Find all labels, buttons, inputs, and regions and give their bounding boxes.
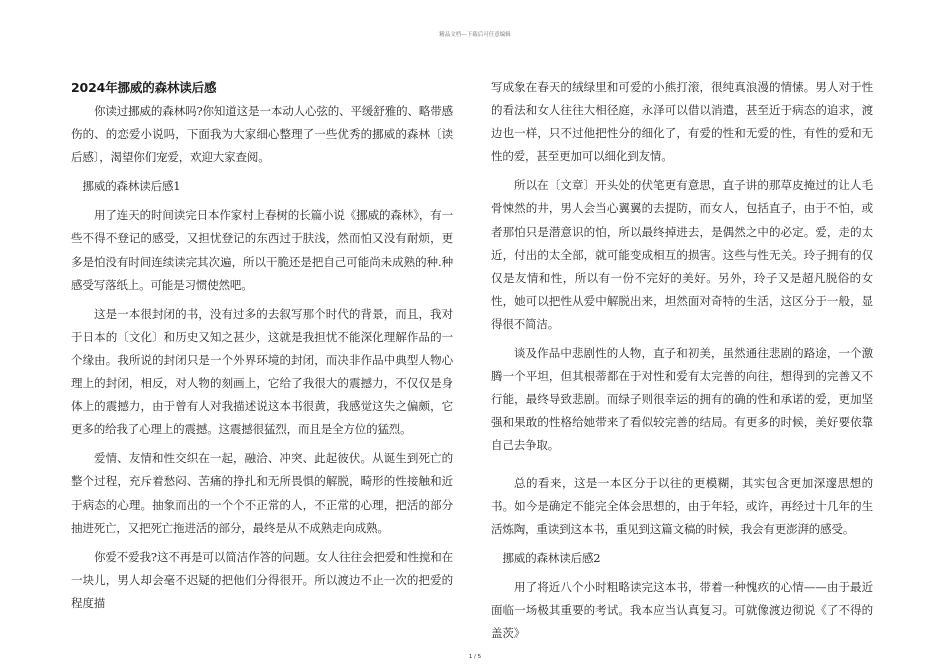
right-column bbox=[491, 76, 873, 651]
intro-paragraph: 你读过挪威的森林吗?你知道这是一本动人心弦的、平缓舒雅的、略带感伤的、的恋爱小说吗，下面我为大家细心整理了一些优秀的挪威的森林〔读后感〕，渴望你们宠爱，欢迎大家查阅。 bbox=[71, 104, 453, 165]
paragraph: 这是一本很封闭的书，没有过多的去叙写那个时代的背景，而且，我对于日本的〔文化〕和历史又知之甚少，这就是我担忧不能深化理解作品的一个缘由。我所说的封闭只是一个外界环境的封闭，而决非作品中典型人物心理上的封闭，相反，对人物的刻画上，它给了我很大的震撼力，不仅仅是身体上的震撼力，由于曾有人对我描述说这本书很黄，我感觉这失之偏颇，它更多的给我了心理上的震撼。这震撼很猛烈，而且是全方位的猛烈。 bbox=[71, 306, 453, 437]
paragraph: 谈及作品中悲剧性的人物，直子和初美，虽然通往悲剧的路途，一个激腾一个平坦，但其根蒂都在于对性和爱有太完善的向往，想得到的完善又不行能，最终导致悲剧。而绿子则很幸运的拥有的确的性和承诺的爱，更加坚强和果敢的性格给她带来了看似较完善的结局。有更多的时候，美好要依靠自己去争取。 bbox=[491, 346, 873, 453]
paragraph: 总的看来，这是一本区分于以往的更模糊，其实包含更加深邃思想的书。如今是确定不能完全体会思想的，由于年轻，或许，再经过十几年的生活炼陶，重读到这本书，重见到这篇文稿的时候，我会有更澎湃的感受。 bbox=[491, 475, 873, 536]
left-column bbox=[71, 76, 453, 621]
page-header: 精品文档---下载后可任意编辑 bbox=[439, 32, 511, 38]
paragraph: 用了将近八个小时粗略读完这本书，带着一种愧疚的心情——由于最近面临一场极其重要的考试。我本应当认真复习。可就像渡边彻说《了不得的盖茨》 bbox=[491, 579, 873, 641]
paragraph: 所以在〔文章〕开头处的伏笔更有意思，直子讲的那草皮掩过的让人毛骨悚然的井，男人会当心翼翼的去提防，而女人，包括直子，由于不怕，或者那怕只是潜意识的怕，所以最终掉进去，是偶然之中的必定。爱，走的太近，付出的太全部，就可能变成相互的损害。这些与性无关。玲子拥有的仅仅是友情和性，所以有一份不完好的美好。另外，玲子又是超凡脱俗的女性，她可以把性从爱中解脱出来，坦然面对奇特的生活，这区分于一般，显得很不简洁。 bbox=[491, 178, 873, 331]
page-number: 1 / 5 bbox=[468, 654, 482, 660]
paragraph: 你爱不爱我?这不再是可以简洁作答的问题。女人往往会把爱和性搅和在一块儿，男人却会毫不迟疑的把他们分得很开。所以渡边不止一次的把爱的程度描 bbox=[71, 549, 453, 610]
paragraph: 爱情、友情和性交织在一起，融洽、冲突、此起彼伏。从诞生到死亡的整个过程，充斥着愁闷、苦痛的挣扎和无所畏惧的解脱，畸形的性接触和近于病态的心理。抽象而出的一个个不正常的人，不正常的心理，把活的部分抽进死亡，又把死亡拖进活的部分，最终是从不成熟走向成熟。 bbox=[71, 451, 453, 535]
section-heading-1: 挪威的森林读后感1 bbox=[82, 179, 181, 194]
section-heading-2: 挪威的森林读后感2 bbox=[502, 550, 601, 565]
paragraph-continuation: 写成象在春天的绒绿里和可爱的小熊打滚，很纯真浪漫的情愫。男人对于性的看法和女人往往大相径庭，永泽可以借以消遣，甚至近于病态的追求，渡边也一样，只不过他把性分的细化了，有爱的性和无爱的性，有性的爱和无性的爱，甚至更加可以细化到友情。 bbox=[491, 80, 873, 164]
document-title: 2024年挪威的森林读后感 bbox=[71, 80, 217, 95]
paragraph: 用了连天的时间读完日本作家村上春树的长篇小说《挪威的森林》，有一些不得不登记的感受，又担忧登记的东西过于肤浅，然而怕又没有耐烦，更多是怕没有时间连续读完其次遍，所以干脆还是把自己可能尚未成熟的种.种感受写落纸上。可能是习惯使然吧。 bbox=[71, 208, 453, 292]
